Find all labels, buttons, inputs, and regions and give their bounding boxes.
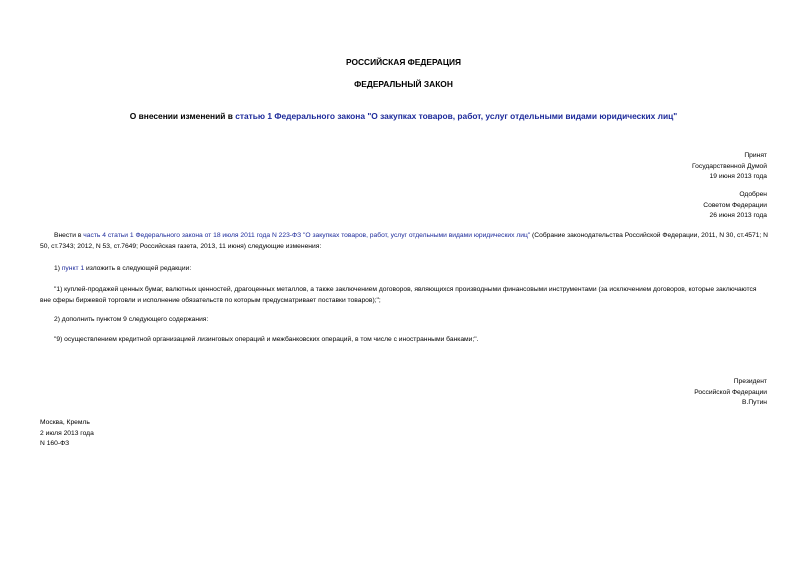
- approved-block: [703, 190, 767, 222]
- intro-suffix: (Собрание законодательства Российской Федерации, 2011, N 30, ст.4571; N 50, ст.7343; 2012, N 53, ст.7649; Российская газета, 2013, 11 июня) следующие изменения:: [40, 232, 769, 250]
- doc-type-heading: ФЕДЕРАЛЬНЫЙ ЗАКОН: [354, 79, 453, 89]
- item-1-suffix: изложить в следующей редакции:: [84, 265, 192, 272]
- approved-line: Одобрен: [739, 191, 767, 198]
- item-1-paragraph: [40, 264, 768, 275]
- footer-place: Москва, Кремль: [40, 419, 90, 426]
- signature-country: Российской Федерации: [694, 388, 767, 396]
- signature-title: Президент: [733, 378, 767, 385]
- title-law-link[interactable]: статью 1 Федерального закона "О закупках товаров, работ, услуг отдельными видами юридических лиц": [235, 111, 678, 121]
- item-1-prefix: 1): [54, 265, 62, 272]
- country-heading: РОССИЙСКАЯ ФЕДЕРАЦИЯ: [345, 57, 462, 67]
- adopted-block: [692, 151, 767, 183]
- signature-name: В.Путин: [742, 399, 767, 406]
- approved-by-line: Советом Федерации: [703, 201, 767, 209]
- adopted-line: Принят: [744, 152, 767, 159]
- item-2-paragraph: 2) дополнить пунктом 9 следующего содержания:: [54, 316, 209, 323]
- item-1-text: "1) куплей-продажей ценных бумаг, валютных ценностей, драгоценных металлов, а также заключением договоров, являющихся производными финансовыми инструментами (за исключением договоров, которые заключаются вне сферы биржевой торговли и исполнение обязательств по которым предусматривает поставки товаров);";: [40, 286, 757, 304]
- adopted-date: 19 июня 2013 года: [709, 173, 767, 180]
- title-prefix: О внесении изменений в: [129, 111, 236, 121]
- signature-block: [694, 377, 767, 409]
- footer-number: N 160-ФЗ: [40, 440, 70, 447]
- adopted-by-line: Государственной Думой: [692, 162, 767, 170]
- footer-block: [40, 418, 94, 450]
- item-2-text: "9) осуществлением кредитной организацией лизинговых операций и межбанковских операций, в том числе с иностранными банками;".: [54, 336, 479, 343]
- intro-paragraph: [40, 231, 768, 252]
- footer-date: 2 июля 2013 года: [40, 429, 94, 437]
- intro-law-link[interactable]: часть 4 статьи 1 Федерального закона от 18 июля 2011 года N 223-ФЗ "О закупках товаров, работ, услуг отдельными видами юридических лиц": [83, 232, 531, 239]
- intro-prefix: Внести в: [54, 232, 84, 239]
- item-1-link[interactable]: пункт 1: [61, 265, 85, 272]
- document-title: [0, 111, 807, 121]
- approved-date: 26 июня 2013 года: [709, 212, 767, 219]
